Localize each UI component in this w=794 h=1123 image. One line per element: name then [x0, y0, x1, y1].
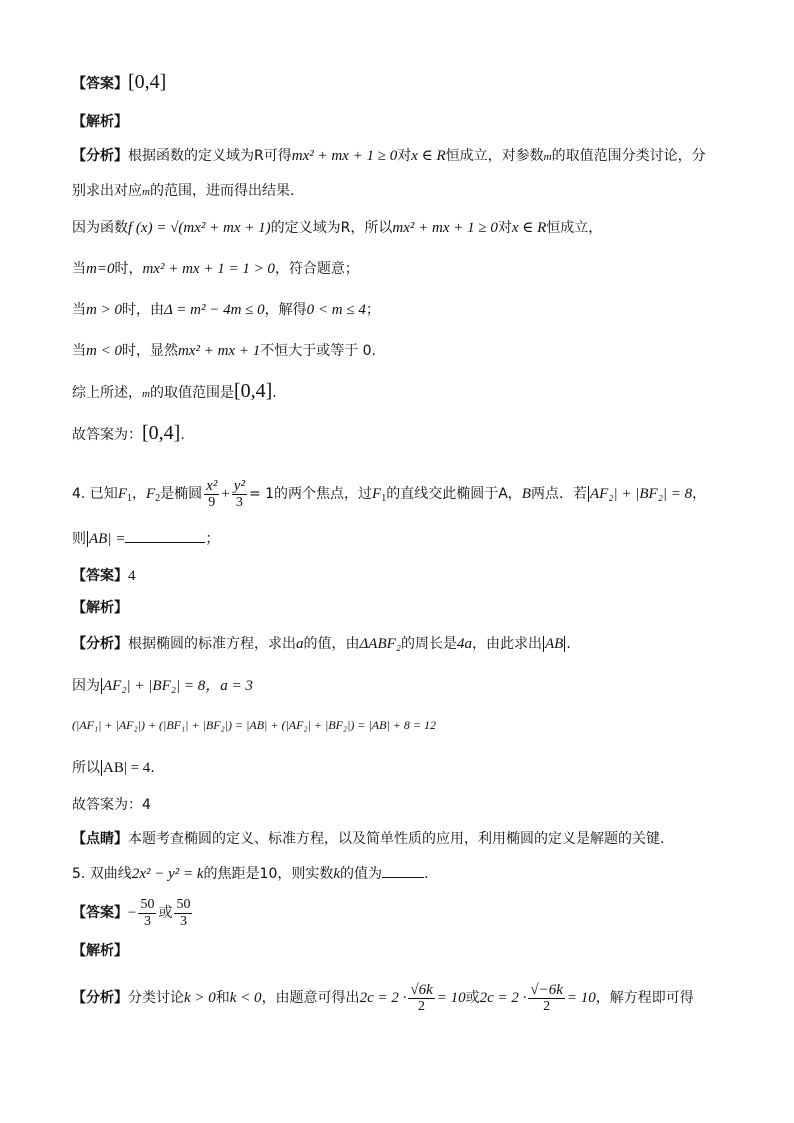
q4-step-1: 因为 AF₂| + |BF₂| = 8，a = 3: [72, 678, 253, 694]
q4-step-3: 所以 AB| = 4.: [72, 760, 155, 776]
fraction-sqrt-neg6k-2: $\frac{√-6k}{2}$: [530, 981, 563, 1014]
q4-step-4: 故答案为：4: [72, 797, 151, 813]
answer-blank: [125, 528, 205, 543]
q4-fenxi: 【分析】根据椭圆的标准方程，求出a的值，由ΔABF₂的周长是4a，由此求出 AB .: [72, 636, 571, 652]
q4-stem: 4. 已知$F_1$，$F_2$是椭圆 $\frac{\text{x²}}{9}$ + $\frac{\text{y²}}{3}$ = 1的两个焦点，过$F_1$的直线交此椭圆于A，B两点．若 AF₂| + |BF₂| = 8，: [72, 477, 707, 510]
q3-step-5: 综上所述，m的取值范围是[0,4].: [72, 380, 277, 402]
q3-fenxi-line1: 【分析】根据函数的定义域为R可得mx² + mx + 1 ≥ 0对x ∈ R恒成立，对参数m的取值范围分类讨论，分: [72, 148, 706, 164]
q4-step-2: (|AF₁| + |AF₂|) + (|BF₁| + |BF₂|) = |AB| + (|AF₂| + |BF₂|) = |AB| + 8 = 12: [72, 718, 436, 732]
fraction-x2-9: $\frac{\text{x²}}{9}$: [206, 477, 218, 510]
q3-step-4: 当m < 0时，显然mx² + mx + 1不恒大于或等于 0.: [72, 343, 377, 359]
q3-step-1: 因为函数f (x) = √(mx² + mx + 1)的定义域为R，所以mx² + mx + 1 ≥ 0对x ∈ R恒成立，: [72, 220, 603, 236]
q5-analysis-label: 【解析】: [72, 943, 128, 959]
fraction-50-3-neg: $\frac{50}{3}$: [140, 896, 155, 929]
answer-blank: [382, 863, 424, 878]
fraction-y2-3: $\frac{\text{y²}}{3}$: [233, 477, 245, 510]
q3-fenxi-line2: 别求出对应m的范围，进而得出结果.: [72, 183, 295, 199]
fraction-50-3: $\frac{50}{3}$: [176, 896, 191, 929]
q4-dianjing: 【点睛】本题考查椭圆的定义、标准方程，以及简单性质的应用，利用椭圆的定义是解题的关键.: [72, 831, 665, 847]
q3-step-3: 当m > 0时，由Δ = m² − 4m ≤ 0，解得0 < m ≤ 4；: [72, 302, 380, 318]
q3-analysis-label: 【解析】: [72, 114, 128, 130]
q3-step-2: 当m=0时，mx² + mx + 1 = 1 > 0，符合题意；: [72, 261, 359, 277]
q4-question: 则 AB| = ；: [72, 528, 219, 549]
q5-fenxi: 【分析】分类讨论k > 0和k < 0，由题意可得出2c = 2 · $\frac{√6k}{2}$ = 10或2c = 2 · $\frac{√-6k}{2}$ = 10，解方程即可得: [72, 981, 694, 1014]
q4-analysis-label: 【解析】: [72, 600, 128, 616]
answer-label: 【答案】: [72, 76, 128, 92]
q5-stem: 5. 双曲线2x² − y² = k的焦距是10，则实数k的值为 .: [72, 863, 428, 884]
answer-value: [0,4]: [128, 71, 167, 93]
fraction-sqrt6k-2: $\frac{√6k}{2}$: [410, 981, 433, 1014]
q3-answer: [72, 72, 166, 94]
q4-answer: 【答案】4: [72, 568, 136, 584]
q3-step-6: 故答案为：[0,4].: [72, 422, 185, 444]
q5-answer: 【答案】− $\frac{50}{3}$ 或 $\frac{50}{3}$: [72, 896, 191, 929]
